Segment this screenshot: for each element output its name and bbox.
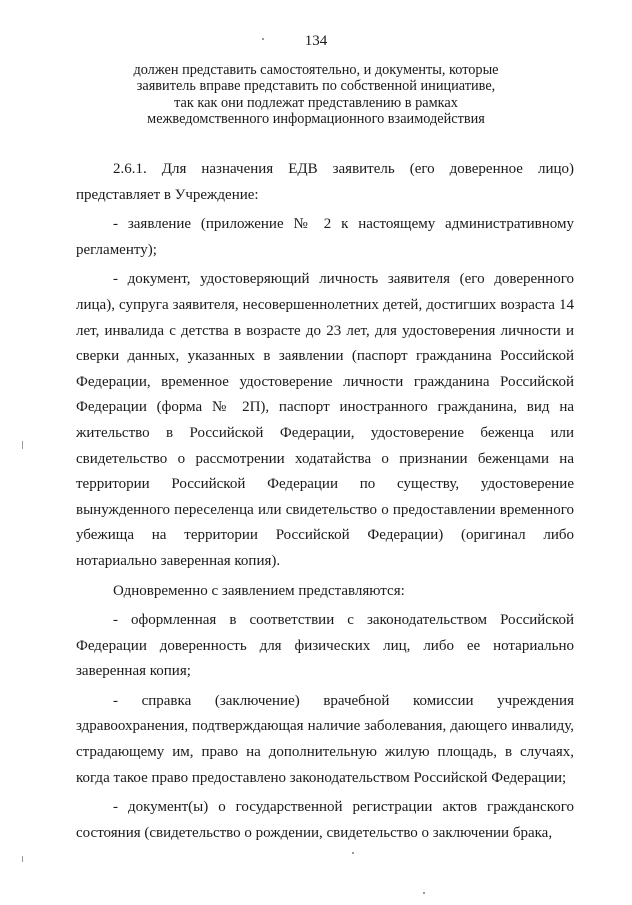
section-heading <box>0 62 632 128</box>
scan-speck <box>262 38 264 40</box>
paragraph-simultaneously: Одновременно с заявлением представляются: <box>113 582 405 599</box>
scan-speck <box>352 852 354 854</box>
paragraph-2-6-1: 2.6.1. Для назначения ЕДВ заявитель (его доверенное лицо) представляет в Учреждение: <box>76 161 574 203</box>
list-item-medical-certificate: - справка (заключение) врачебной комиссии учреждения здравоохранения, подтверждающая наличие заболевания, дающего инвалиду, страдающему им, право на дополнительную жилую площадь, в случаях, когда такое право предоставлено законодательством Российской Федерации; <box>76 692 574 786</box>
page-number: 134 <box>304 33 328 49</box>
list-item-identity-document: - документ, удостоверяющий личность заявителя (его доверенного лица), супруга заявителя, несовершеннолетних детей, достигших возраста 14 лет, инвалида с детства в возрасте до 23 лет, для удостоверения личности и сверки данных, указанных в заявлении (паспорт гражданина Российской Федерации, временное удостоверение личности гражданина Российской Федерации (форма № 2П), паспорт иностранного гражданина, вид на жительство в Российской Федерации, удостоверение беженца или свидетельство о рассмотрении ходатайства о признании беженцами на территории Российской Федерации по существу, удостоверение вынужденного переселенца или свидетельство о предоставлении временного убежища на территории Российской Федерации) (оригинал либо нотариально заверенная копия). <box>76 271 574 569</box>
heading-line: должен представить самостоятельно, и документы, которые <box>133 62 499 78</box>
document-body <box>76 157 574 846</box>
list-item-application: - заявление (приложение № 2 к настоящему административному регламенту); <box>76 216 574 258</box>
scan-speck <box>22 441 23 449</box>
heading-line: так как они подлежат представлению в рамках <box>174 94 458 111</box>
heading-line: заявитель вправе представить по собственной инициативе, <box>136 78 496 95</box>
list-item-civil-registration: - документ(ы) о государственной регистрации актов гражданского состояния (свидетельство о рождении, свидетельство о заключении брака, <box>76 799 574 841</box>
scan-speck <box>423 892 425 894</box>
list-item-power-of-attorney: - оформленная в соответствии с законодательством Российской Федерации доверенность для физических лиц, либо ее нотариально заверенная копия; <box>76 612 574 680</box>
scan-speck <box>22 856 23 862</box>
heading-line: межведомственного информационного взаимодействия <box>147 111 485 128</box>
